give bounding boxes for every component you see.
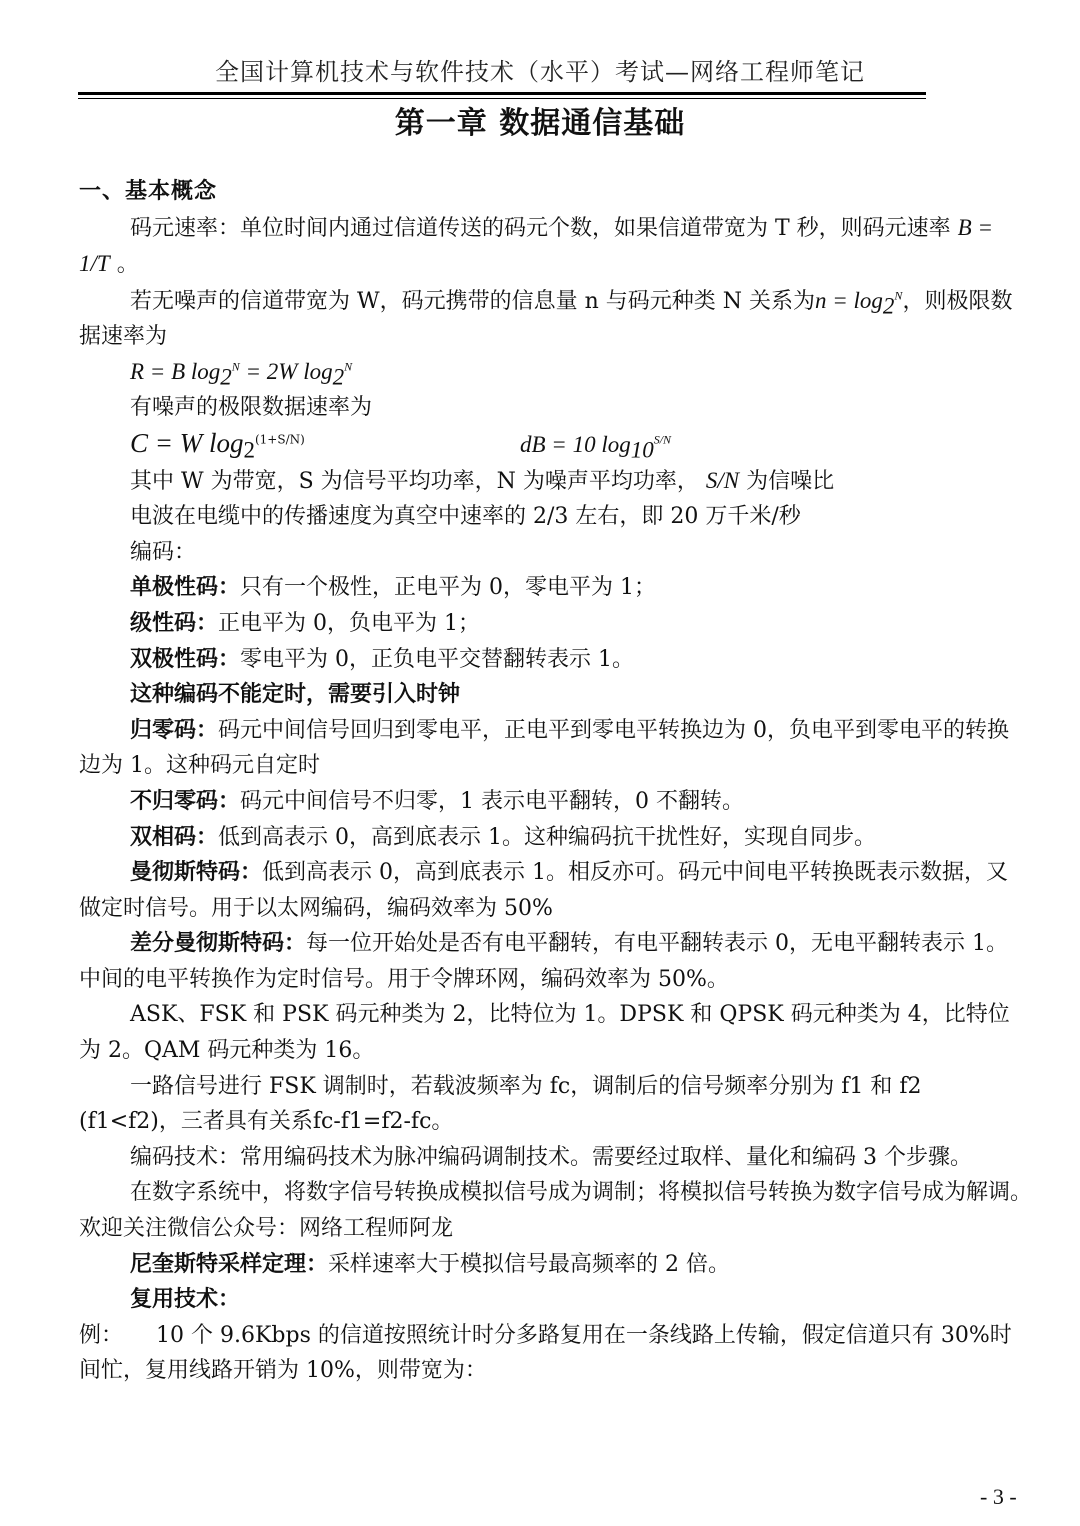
formula-max-data-rate: R = B $\log_2^N = 2W$ $\log_2^N$: [130, 358, 353, 390]
paragraph-pcm: 编码技术：常用编码技术为脉冲编码调制技术。需要经过取样、量化和编码 3 个步骤。: [130, 1144, 972, 1170]
biphase-label: 双相码：: [130, 824, 219, 850]
paragraph-nrz: 不归零码：码元中间信号不归零，1 表示电平翻转，0 不翻转。: [130, 788, 744, 814]
rz-label: 归零码：: [130, 717, 219, 743]
chapter-title: 第一章 数据通信基础: [394, 106, 686, 141]
clock-note: 这种编码不能定时，需要引入时钟: [130, 682, 461, 708]
section-title: 一、基本概念: [79, 179, 218, 204]
where-end: 为信噪比: [746, 468, 835, 494]
paragraph-nyquist: [79, 283, 1029, 355]
paragraph-modulation: ASK、FSK 和 PSK 码元种类为 2，比特位为 1。DPSK 和 QPSK 码元种类为 4，比特位为 2。QAM 码元种类为 16。: [79, 1002, 1010, 1064]
diff-manchester-label: 差分曼彻斯特码：: [130, 931, 307, 957]
formula-shannon: C = W $\log_2^{(1+S/N)}$ dB = 10 $\log_{10}^{S/N}$: [130, 427, 672, 463]
paragraph-modem: 在数字系统中，将数字信号转换成模拟信号成为调制；将模拟信号转换为数字信号成为解调。 欢迎关注微信公众号：网络工程师阿龙: [79, 1180, 1044, 1242]
header-title: 全国计算机技术与软件技术（水平）考试—网络工程师笔记: [215, 58, 865, 86]
paragraph-rz: 归零码：码元中间信号回归到零电平，正电平到零电平转换边为 0，负电平到零电平的转换边为 1。这种码元自定时: [79, 717, 1010, 779]
formula-db: dB = 10 log: [520, 431, 631, 457]
multiplex-label: 复用技术：: [130, 1287, 241, 1313]
baud-text: 码元速率：单位时间内通过信道传送的码元个数，如果信道带宽为 T 秒，则码元速率: [130, 215, 951, 241]
sn-symbol: S/N: [705, 467, 740, 493]
encoding-label: 编码：: [130, 539, 197, 565]
paragraph-bipolar: 双极性码：零电平为 0，正负电平交替翻转表示 1。: [130, 646, 634, 672]
baud-formula: B = 1/T: [79, 214, 993, 277]
manchester-label: 曼彻斯特码：: [130, 860, 263, 886]
nyquist-text: 若无噪声的信道带宽为 W，码元携带的信息量 n 与码元种类 N 关系为: [130, 288, 815, 314]
unipolar-label: 单极性码：: [130, 575, 241, 601]
paragraph-unipolar: 单极性码：只有一个极性，正电平为 0，零电平为 1；: [130, 575, 656, 601]
paragraph-polar: 级性码：正电平为 0，负电平为 1；: [130, 610, 480, 636]
formula-r-part-a: R = B log: [130, 358, 221, 384]
paragraph-manchester: 曼彻斯特码：低到高表示 0，高到底表示 1。相反亦可。码元中间电平转换既表示数据，又做定时信号。用于以太网编码，编码效率为 50%: [79, 860, 1008, 921]
sampling-label: 尼奎斯特采样定理：: [130, 1251, 329, 1277]
paragraph-fsk: 一路信号进行 FSK 调制时，若载波频率为 fc，调制后的信号频率分别为 f1 和 f2 (f1<f2)，三者具有关系fc-f1=f2-fc。: [79, 1073, 922, 1135]
nrz-label: 不归零码：: [130, 788, 241, 814]
formula-c: C = W log: [130, 427, 244, 458]
paragraph-where: [79, 463, 1029, 500]
example-label: 例：: [79, 1322, 124, 1348]
bipolar-label: 双极性码：: [130, 646, 241, 672]
noisy-label: 有噪声的极限数据速率为: [130, 394, 373, 420]
paragraph-biphase: 双相码：低到高表示 0，高到底表示 1。这种编码抗干扰性好，实现自同步。: [130, 824, 876, 850]
formula-r-part-b: = 2W log: [239, 358, 333, 384]
paragraph-sampling: 尼奎斯特采样定理：采样速率大于模拟信号最高频率的 2 倍。: [130, 1251, 731, 1277]
polar-label: 级性码：: [130, 610, 219, 636]
paragraph-example: 例： 10 个 9.6Kbps 的信道按照统计时分多路复用在一条线路上传输，假定信道只有 30%时间忙，复用线路开销为 10%，则带宽为：: [79, 1322, 1012, 1384]
nyquist-end: ，则极限数据速率为: [79, 288, 1013, 350]
paragraph-speed: 电波在电缆中的传播速度为真空中速率的 2/3 左右，即 20 万千米/秒: [130, 504, 801, 530]
paragraph-diff-manchester: 差分曼彻斯特码：每一位开始处是否有电平翻转，有电平翻转表示 0，无电平翻转表示 1。中间的电平转换作为定时信号。用于令牌环网，编码效率为 50%。: [79, 931, 1008, 992]
page-number: - 3 -: [980, 1484, 1017, 1509]
baud-end: 。: [116, 252, 139, 278]
nyquist-formula: $n = \log_2^N$: [815, 287, 903, 319]
paragraph-baud-rate: [79, 210, 1029, 283]
document-body: [79, 174, 1044, 1389]
where-text: 其中 W 为带宽，S 为信号平均功率，N 为噪声平均功率，: [130, 468, 699, 494]
header-rule-thick: [78, 92, 926, 95]
